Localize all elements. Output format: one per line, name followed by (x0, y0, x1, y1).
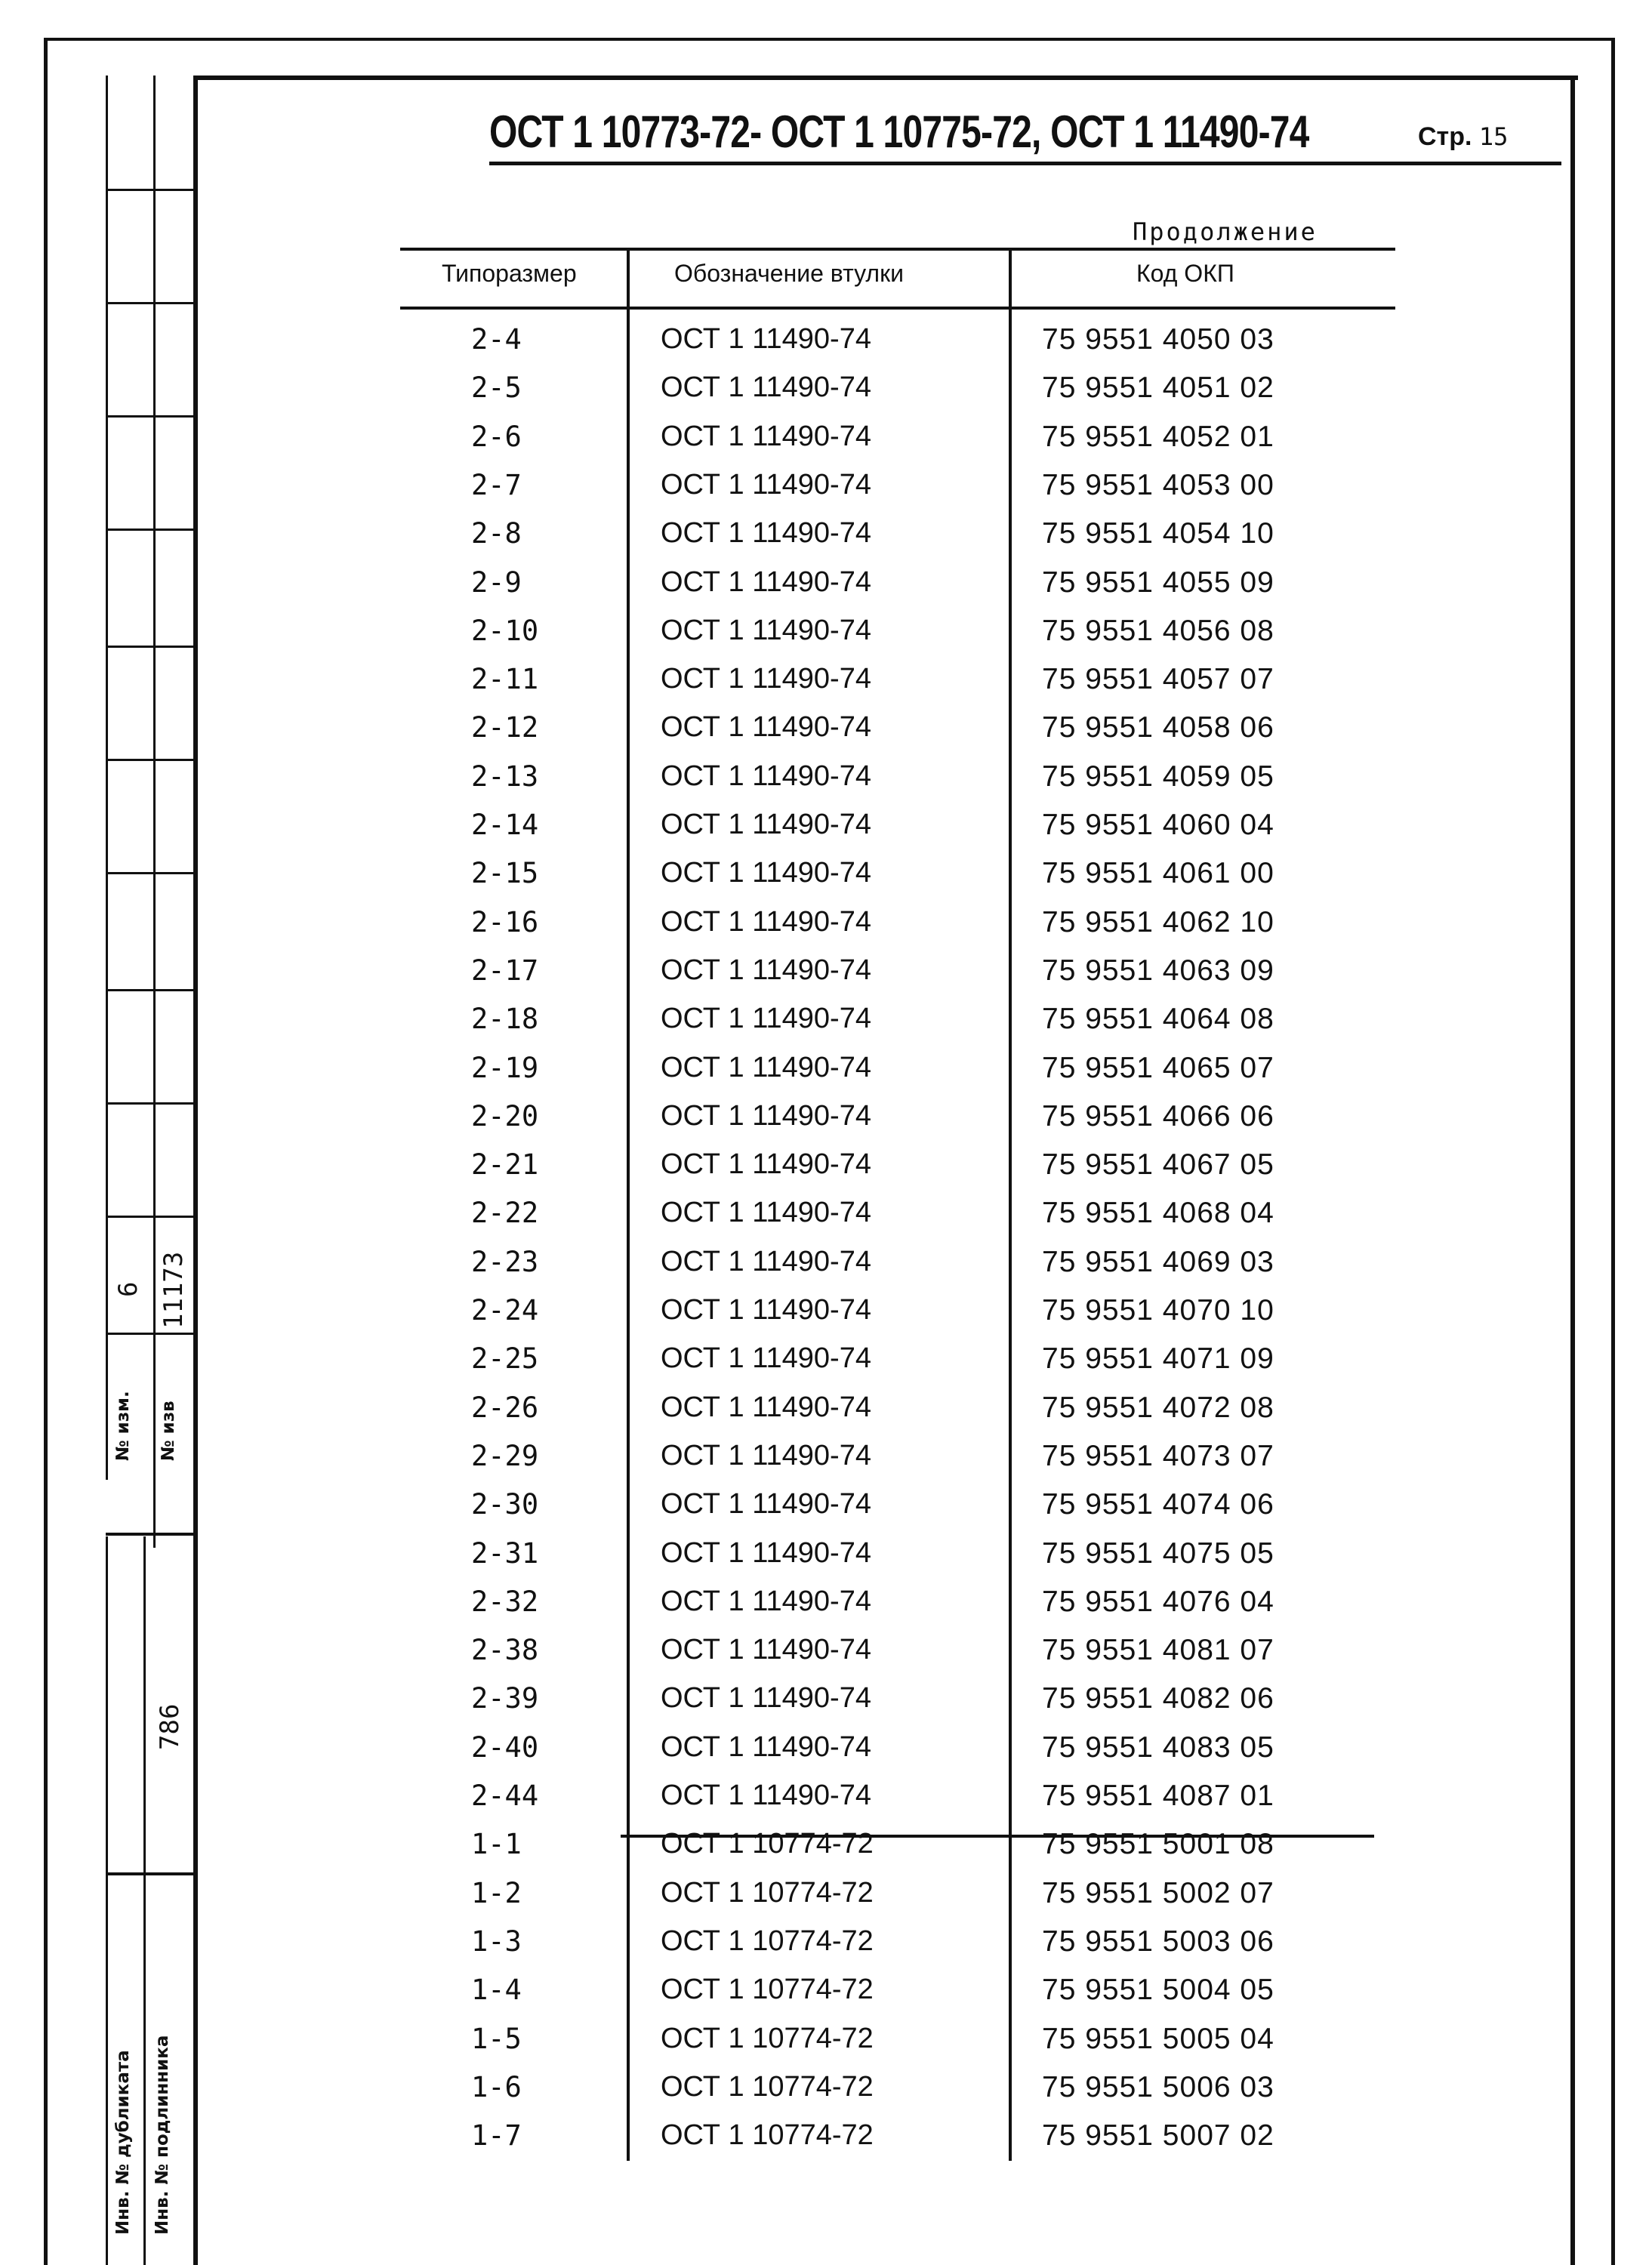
outer-frame-right (1611, 38, 1615, 2265)
cell-designation: ОСТ 1 11490-74 (661, 1342, 871, 1375)
cell-designation: ОСТ 1 10774-72 (661, 2070, 874, 2103)
cell-size: 2-19 (471, 1051, 539, 1084)
column-header-size: Типоразмер (442, 260, 577, 287)
table-row (400, 566, 1382, 615)
cell-designation: ОСТ 1 11490-74 (661, 1003, 871, 1035)
cell-okp-code: 75 9551 4072 08 (1042, 1391, 1274, 1424)
cell-designation: ОСТ 1 11490-74 (661, 1439, 871, 1471)
cell-size: 2-4 (471, 323, 522, 356)
cell-okp-code: 75 9551 4062 10 (1042, 905, 1274, 938)
original-inv-value: 786 (155, 1703, 185, 1750)
table-row (400, 1731, 1382, 1780)
cell-designation: ОСТ 1 11490-74 (661, 1780, 871, 1811)
cell-size: 2-16 (471, 905, 539, 938)
table-row (400, 2071, 1382, 2119)
cell-okp-code: 75 9551 4065 07 (1042, 1051, 1274, 1084)
cell-designation: ОСТ 1 10774-72 (661, 2119, 874, 2152)
cell-okp-code: 75 9551 4061 00 (1042, 857, 1274, 890)
table-row (400, 1197, 1382, 1245)
table-row (400, 1586, 1382, 1634)
table-row (400, 517, 1382, 565)
stamp-divider (153, 76, 156, 1548)
cell-designation: ОСТ 1 10774-72 (661, 1828, 874, 1860)
table-row (400, 1342, 1382, 1391)
cell-okp-code: 75 9551 4087 01 (1042, 1780, 1274, 1812)
cell-size: 1-7 (471, 2119, 522, 2153)
stamp-divider (106, 1536, 108, 2265)
table-row (400, 421, 1382, 469)
table-row (400, 1877, 1382, 1925)
cell-size: 2-40 (471, 1730, 539, 1764)
cell-okp-code: 75 9551 5003 06 (1042, 1924, 1274, 1958)
page-frame-right (1570, 76, 1575, 2265)
cell-okp-code: 75 9551 4074 06 (1042, 1488, 1274, 1521)
document-header (489, 106, 1570, 166)
cell-designation: ОСТ 1 10774-72 (661, 1924, 874, 1957)
cell-designation: ОСТ 1 11490-74 (661, 1197, 871, 1229)
table-row (400, 1974, 1382, 2022)
cell-size: 2-30 (471, 1488, 539, 1521)
cell-okp-code: 75 9551 4081 07 (1042, 1634, 1274, 1667)
table-row (400, 906, 1382, 954)
table-row (400, 760, 1382, 809)
cell-size: 2-20 (471, 1099, 539, 1132)
cell-designation: ОСТ 1 11490-74 (661, 517, 871, 550)
document-code: ОСТ 1 10773-72- ОСТ 1 10775-72, ОСТ 1 11490-74 (489, 106, 1309, 157)
cell-designation: ОСТ 1 10774-72 (661, 2022, 874, 2054)
table-row (400, 2119, 1382, 2168)
cell-okp-code: 75 9551 4070 10 (1042, 1294, 1274, 1327)
cell-size: 2-18 (471, 1003, 539, 1036)
cell-okp-code: 75 9551 4069 03 (1042, 1245, 1274, 1278)
cell-size: 2-31 (471, 1536, 539, 1570)
cell-okp-code: 75 9551 4064 08 (1042, 1003, 1274, 1036)
cell-size: 2-15 (471, 857, 539, 890)
duplicate-inv-label: Инв. № дубликата (113, 2050, 133, 2235)
cell-size: 2-9 (471, 565, 522, 599)
cell-designation: ОСТ 1 11490-74 (661, 1585, 871, 1617)
cell-size: 2-7 (471, 468, 522, 501)
cell-designation: ОСТ 1 11490-74 (661, 1099, 871, 1132)
table-row (400, 1682, 1382, 1730)
cell-size: 2-22 (471, 1197, 539, 1230)
cell-size: 1-4 (471, 1974, 522, 2007)
table-row (400, 809, 1382, 857)
table-row (400, 469, 1382, 517)
cell-okp-code: 75 9551 4060 04 (1042, 809, 1274, 841)
cell-okp-code: 75 9551 4067 05 (1042, 1148, 1274, 1182)
table-row (400, 857, 1382, 905)
cell-okp-code: 75 9551 4051 02 (1042, 371, 1274, 405)
table-row (400, 1148, 1382, 1197)
cell-size: 2-14 (471, 809, 539, 841)
table-header-rule (400, 307, 1395, 310)
cell-size: 2-13 (471, 760, 539, 793)
cell-designation: ОСТ 1 11490-74 (661, 1051, 871, 1083)
cell-designation: ОСТ 1 11490-74 (661, 565, 871, 598)
cell-okp-code: 75 9551 4056 08 (1042, 614, 1274, 647)
table-row (400, 1052, 1382, 1100)
table-row (400, 1780, 1382, 1828)
cell-okp-code: 75 9551 4053 00 (1042, 468, 1274, 501)
cell-designation: ОСТ 1 11490-74 (661, 1536, 871, 1569)
outer-frame-top (44, 38, 1614, 41)
stamp-section-line (106, 1872, 193, 1875)
table-row (400, 663, 1382, 711)
cell-okp-code: 75 9551 5006 03 (1042, 2070, 1274, 2103)
cell-designation: ОСТ 1 11490-74 (661, 1634, 871, 1666)
cell-size: 1-6 (471, 2070, 522, 2103)
cell-designation: ОСТ 1 11490-74 (661, 1488, 871, 1521)
stamp-cell-line (106, 1102, 193, 1105)
cell-size: 2-17 (471, 954, 539, 987)
cell-okp-code: 75 9551 4057 07 (1042, 663, 1274, 696)
stamp-divider (143, 1536, 146, 2265)
stamp-section-line (106, 1533, 193, 1536)
stamp-cell-line (106, 189, 193, 191)
cell-size: 1-1 (471, 1828, 522, 1861)
cell-designation: ОСТ 1 11490-74 (661, 1294, 871, 1326)
cell-designation: ОСТ 1 11490-74 (661, 468, 871, 501)
cell-designation: ОСТ 1 11490-74 (661, 1245, 871, 1277)
cell-size: 2-44 (471, 1780, 539, 1812)
cell-okp-code: 75 9551 4071 09 (1042, 1342, 1274, 1376)
table-row (400, 1294, 1382, 1342)
cell-designation: ОСТ 1 11490-74 (661, 663, 871, 695)
cell-designation: ОСТ 1 11490-74 (661, 420, 871, 452)
cell-size: 1-2 (471, 1876, 522, 1909)
table-row (400, 615, 1382, 663)
cell-size: 2-12 (471, 711, 539, 744)
table-row (400, 1634, 1382, 1682)
table-row (400, 1100, 1382, 1148)
page-frame-left (193, 76, 198, 2265)
column-header-okp: Код ОКП (1136, 260, 1234, 287)
stamp-cell-line (106, 415, 193, 418)
cell-designation: ОСТ 1 11490-74 (661, 614, 871, 646)
cell-designation: ОСТ 1 10774-72 (661, 1974, 874, 2006)
table-row (400, 1391, 1382, 1440)
column-header-designation: Обозначение втулки (674, 260, 904, 287)
cell-okp-code: 75 9551 4054 10 (1042, 517, 1274, 550)
cell-size: 2-11 (471, 663, 539, 696)
cell-designation: ОСТ 1 11490-74 (661, 1682, 871, 1715)
cell-designation: ОСТ 1 11490-74 (661, 1730, 871, 1763)
table-row (400, 711, 1382, 760)
stamp-cell-line (106, 1216, 193, 1218)
table-row (400, 1003, 1382, 1051)
cell-okp-code: 75 9551 4059 05 (1042, 760, 1274, 793)
table-row (400, 1246, 1382, 1294)
table-row (400, 1828, 1382, 1876)
cell-designation: ОСТ 1 11490-74 (661, 323, 871, 355)
stamp-cell-line (106, 1333, 193, 1335)
stamp-divider (106, 76, 108, 1480)
cell-designation: ОСТ 1 11490-74 (661, 809, 871, 840)
stamp-cell-line (106, 646, 193, 648)
cell-size: 2-10 (471, 614, 539, 647)
page-label (1418, 122, 1508, 152)
cell-okp-code: 75 9551 4063 09 (1042, 954, 1274, 987)
cell-okp-code: 75 9551 4068 04 (1042, 1197, 1274, 1230)
cell-okp-code: 75 9551 5007 02 (1042, 2119, 1274, 2153)
cell-size: 2-38 (471, 1634, 539, 1667)
page-frame-top (196, 76, 1578, 80)
stamp-cell-line (106, 528, 193, 531)
stamp-cell-line (106, 872, 193, 874)
table-row (400, 323, 1382, 371)
cell-size: 1-5 (471, 2022, 522, 2055)
table-row (400, 371, 1382, 420)
cell-size: 2-39 (471, 1682, 539, 1715)
header-underline (489, 162, 1561, 165)
page-label-text: Стр. (1418, 122, 1472, 151)
cell-size: 1-3 (471, 1924, 522, 1958)
cell-size: 2-8 (471, 517, 522, 550)
cell-designation: ОСТ 1 11490-74 (661, 371, 871, 404)
cell-okp-code: 75 9551 4055 09 (1042, 565, 1274, 599)
cell-okp-code: 75 9551 4076 04 (1042, 1585, 1274, 1618)
table-row (400, 1925, 1382, 1974)
cell-okp-code: 75 9551 5001 08 (1042, 1828, 1274, 1861)
cell-okp-code: 75 9551 5004 05 (1042, 1974, 1274, 2007)
table-row (400, 1440, 1382, 1488)
cell-designation: ОСТ 1 11490-74 (661, 857, 871, 889)
cell-okp-code: 75 9551 4075 05 (1042, 1536, 1274, 1570)
cell-designation: ОСТ 1 11490-74 (661, 1148, 871, 1181)
cell-okp-code: 75 9551 4073 07 (1042, 1439, 1274, 1472)
cell-okp-code: 75 9551 4058 06 (1042, 711, 1274, 744)
change-no-label: № изм. (113, 1391, 133, 1461)
cell-designation: ОСТ 1 11490-74 (661, 954, 871, 986)
notice-no-value: 11173 (159, 1251, 189, 1329)
cell-designation: ОСТ 1 11490-74 (661, 1391, 871, 1423)
cell-designation: ОСТ 1 11490-74 (661, 711, 871, 744)
cell-okp-code: 75 9551 4066 06 (1042, 1099, 1274, 1132)
cell-okp-code: 75 9551 4050 03 (1042, 323, 1274, 356)
cell-okp-code: 75 9551 4052 01 (1042, 420, 1274, 453)
table-top-rule (400, 248, 1395, 251)
cell-size: 2-25 (471, 1342, 539, 1376)
cell-size: 2-29 (471, 1439, 539, 1472)
page-number: 15 (1478, 122, 1509, 151)
cell-size: 2-24 (471, 1294, 539, 1327)
stamp-cell-line (106, 759, 193, 761)
cell-size: 2-23 (471, 1245, 539, 1278)
outer-frame-left (44, 41, 48, 2265)
cell-size: 2-26 (471, 1391, 539, 1424)
continuation-label: Продолжение (1133, 217, 1318, 246)
cell-designation: ОСТ 1 10774-72 (661, 1876, 874, 1909)
cell-okp-code: 75 9551 4083 05 (1042, 1730, 1274, 1764)
stamp-cell-line (106, 989, 193, 991)
original-inv-label: Инв. № подлинника (153, 2035, 172, 2235)
notice-no-label: № изв (159, 1401, 178, 1461)
cell-okp-code: 75 9551 5002 07 (1042, 1876, 1274, 1909)
cell-designation: ОСТ 1 11490-74 (661, 905, 871, 938)
cell-size: 2-6 (471, 420, 522, 453)
change-no-value: 6 (113, 1281, 143, 1297)
stamp-cell-line (106, 302, 193, 304)
cell-size: 2-5 (471, 371, 522, 405)
table-row (400, 2023, 1382, 2071)
table-row (400, 954, 1382, 1003)
cell-okp-code: 75 9551 5005 04 (1042, 2022, 1274, 2055)
table-row (400, 1537, 1382, 1586)
cell-size: 2-21 (471, 1148, 539, 1182)
cell-designation: ОСТ 1 11490-74 (661, 760, 871, 792)
table-row (400, 1488, 1382, 1536)
cell-okp-code: 75 9551 4082 06 (1042, 1682, 1274, 1715)
cell-size: 2-32 (471, 1585, 539, 1618)
